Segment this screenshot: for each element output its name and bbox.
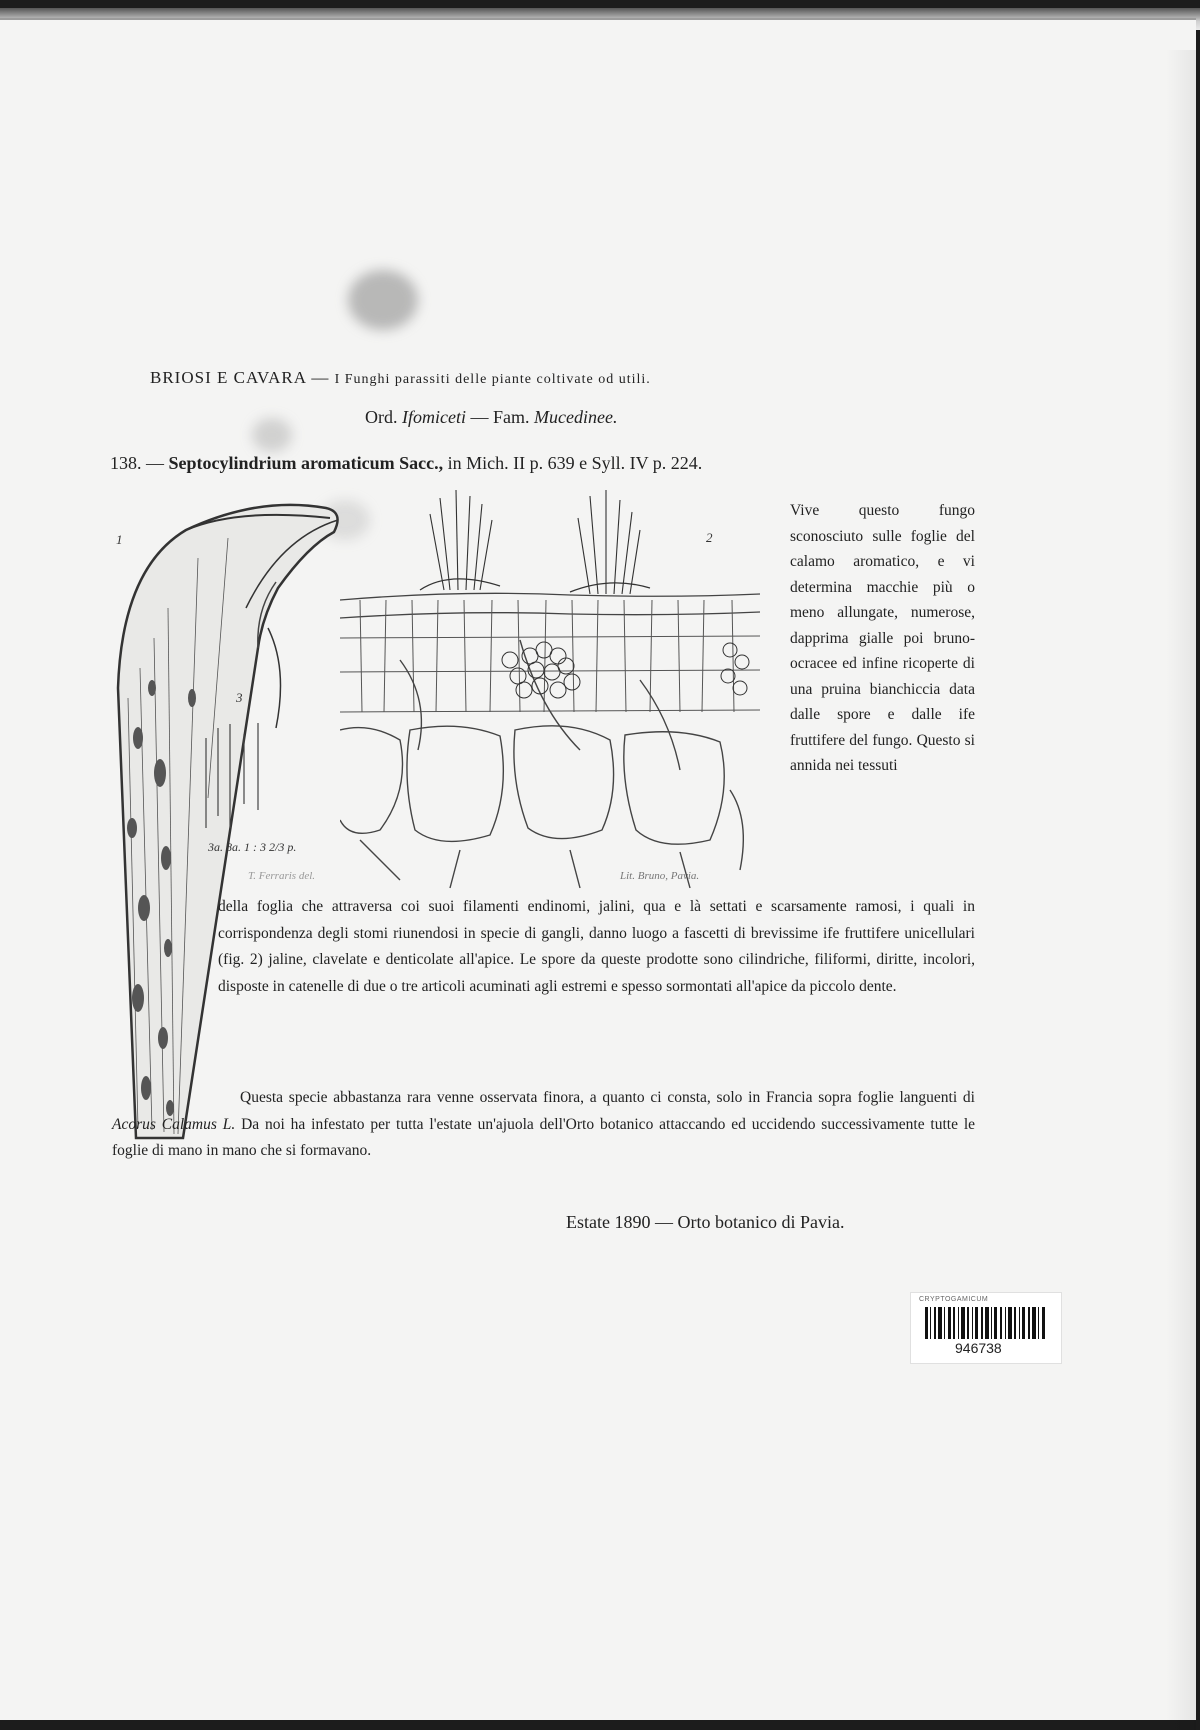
separator: —: [470, 407, 489, 427]
figure-label-3: 3: [236, 690, 243, 705]
stain-mark: [252, 418, 292, 452]
barcode-icon: [925, 1307, 1047, 1339]
date-location-signoff: Estate 1890 — Orto botanico di Pavia.: [566, 1212, 845, 1232]
leaf-illustration: [108, 498, 348, 1148]
body-text-column: Vive questo fungo sconosciuto sulle foglie del calamo aromatico, e vi determina macchie più o meno allungate, numerose, dapprima gialle poi bruno-ocracee ed infine ricoperte di una pruina bianchiccia data dalle spore e dalle ife fruttifere del fungo. Questo si annida nei tessuti: [790, 502, 975, 774]
series-title: I Funghi parassiti delle piante coltivate od utili.: [334, 372, 651, 387]
para2-part-b: Da noi ha infestato per tutta l'estate un'ajuola dell'Orto botanico attaccando ed uccidendo successivamente tutte le foglie di mano in mano che si formavano.: [112, 1115, 976, 1159]
figure-label-2: 2: [706, 530, 713, 545]
page-shadow: [1166, 50, 1196, 1730]
species-name: Septocylindrium aromaticum Sacc.,: [168, 453, 444, 473]
authors: BRIOSI E CAVARA —: [150, 368, 330, 387]
entry-number: 138. —: [110, 453, 164, 473]
host-species: Acorus Calamus L.: [112, 1115, 236, 1133]
species-entry: [110, 453, 702, 474]
stain-mark: [348, 270, 418, 330]
barcode-header: CRYPTOGAMICUM: [919, 1296, 989, 1303]
family-name: Mucedinee.: [534, 407, 618, 427]
body-text-full: della foglia che attraversa coi suoi filamenti endinomi, jalini, qua e là settati e scarsamente ramosi, i quali in corrispondenza degli stomi riunendosi in specie di gangli, danno luogo a fascetti di brevissime ife fruttifere unicellulari (fig. 2) jaline, clavelate e denticolate all'apice. Le spore da queste prodotte sono cilindriche, filiformi, diritte, incolori, disposte in catenelle di due o tre articoli acuminati agli estremi e spesso sormontati all'apice da piccolo dente.: [218, 898, 975, 995]
figure-label-1: 1: [116, 532, 123, 547]
species-reference: in Mich. II p. 639 e Syll. IV p. 224.: [447, 453, 703, 473]
family-prefix: Fam.: [492, 407, 530, 427]
tissue-section-illustration: [340, 490, 770, 890]
taxonomy-line: [365, 407, 617, 428]
order-name: Ifomiceti: [402, 407, 466, 427]
order-prefix: Ord.: [365, 407, 398, 427]
series-header: [150, 368, 950, 388]
artist-credit-right: Lit. Bruno, Pavia.: [620, 870, 700, 882]
artist-credit-left: T. Ferraris del.: [248, 870, 316, 882]
body-paragraph-2: [112, 1085, 975, 1165]
barcode-label: [910, 1292, 1062, 1364]
barcode-number: 946738: [955, 1340, 1002, 1356]
scale-note: 3a. 8a. 1 : 3 2/3 p.: [208, 840, 297, 854]
para2-part-a: Questa specie abbastanza rara venne osservata finora, a quanto ci consta, solo in Francia sopra foglie languenti di: [240, 1089, 975, 1106]
